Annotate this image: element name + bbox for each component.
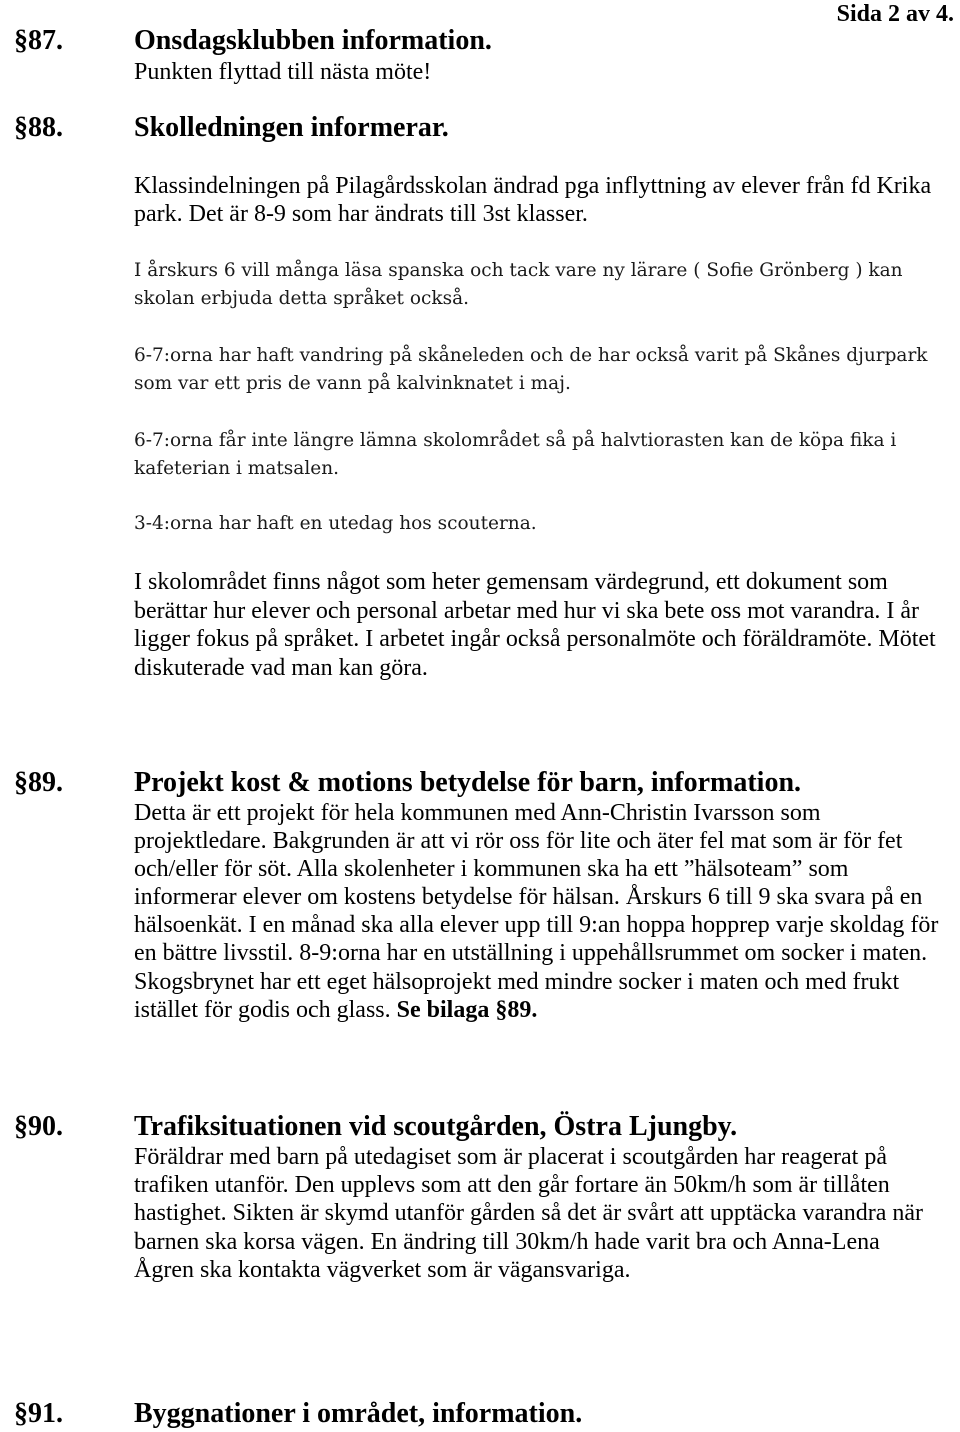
text-segment: istället för godis och glass. <box>134 996 391 1023</box>
text-line: skolan erbjuda detta språket också. <box>134 288 469 309</box>
section-title: Byggnationer i området, information. <box>134 1398 583 1429</box>
text-line: trafiken utanför. Den upplevs som att den går fortare än 50km/h som är tillåten <box>134 1172 890 1199</box>
text-line: informerar elever om kostens betydelse för hälsan. Årskurs 6 till 9 ska svara på en <box>134 884 923 911</box>
text-line: hastighet. Sikten är skymd utanför gården så det är svårt att upptäcka varandra när <box>134 1200 924 1227</box>
section-title: Projekt kost & motions betydelse för barn, information. <box>134 767 802 798</box>
section-87-heading <box>14 24 492 58</box>
text-line-last <box>134 996 954 1024</box>
section-title: Skolledningen informerar. <box>134 112 449 143</box>
text-line: barnen ska korsa vägen. En ändring till 30km/h hade varit bra och Anna-Lena <box>134 1228 880 1255</box>
text-line: som var ett pris de vann på kalvinknatet i maj. <box>134 373 571 394</box>
section-title: Onsdagsklubben information. <box>134 25 492 56</box>
section-88-heading <box>14 111 449 145</box>
section-number: §90. <box>14 1111 63 1142</box>
text-line: ligger fokus på språket. I arbetet ingår också personalmöte och föräldramöte. Mötet <box>134 626 936 652</box>
text-line: park. Det är 8-9 som har ändrats till 3st klasser. <box>134 201 588 227</box>
text-line: 6-7:orna får inte längre lämna skolområdet så på halvtiorasten kan de köpa fika i <box>134 430 897 451</box>
text-line: I årskurs 6 vill många läsa spanska och tack vare ny lärare ( Sofie Grönberg ) kan <box>134 260 903 281</box>
text-line: kafeterian i matsalen. <box>134 458 339 479</box>
section-number: §87. <box>14 25 63 56</box>
section-90-heading <box>14 1110 737 1144</box>
section-90-body <box>134 1143 954 1284</box>
text-line: hälsoenkät. I en månad ska alla elever upp till 9:an hoppa hopprep varje skoldag för <box>134 912 939 939</box>
text-line: diskuterade vad man kan göra. <box>134 654 428 681</box>
page-number: Sida 2 av 4. <box>836 1 954 27</box>
section-88-paragraph-5 <box>134 510 954 538</box>
section-87-body <box>134 58 954 86</box>
section-title: Trafiksituationen vid scoutgården, Östra Ljungby. <box>134 1111 738 1142</box>
section-91-heading <box>14 1398 582 1430</box>
text-line: Punkten flyttad till nästa möte! <box>134 59 432 85</box>
text-line: Detta är ett projekt för hela kommunen med Ann-Christin Ivarsson som <box>134 800 821 826</box>
section-88-paragraph-3 <box>134 342 954 398</box>
text-line: Skogsbrynet har ett eget hälsoprojekt med mindre socker i maten och med frukt <box>134 968 900 995</box>
section-number: §91. <box>14 1398 63 1429</box>
section-89-body <box>134 799 954 1024</box>
section-88-paragraph-4 <box>134 427 954 483</box>
text-line: 3-4:orna har haft en utedag hos scouterna. <box>134 513 537 534</box>
text-line: Ågren ska kontakta vägverket som är vägansvariga. <box>134 1256 631 1283</box>
text-line: och/eller för söt. Alla skolenheter i kommunen ska ha ett ”hälsoteam” som <box>134 856 849 883</box>
section-number: §88. <box>14 112 63 143</box>
text-line: projektledare. Bakgrunden är att vi rör oss för lite och äter fel mat som är för fet <box>134 828 903 855</box>
section-88-paragraph-1 <box>134 172 954 228</box>
text-line: en bättre livsstil. 8-9:orna har en utställning i uppehållsrummet om socker i maten. <box>134 940 928 967</box>
text-line: I skolområdet finns något som heter gemensam värdegrund, ett dokument som <box>134 569 888 595</box>
section-number: §89. <box>14 767 63 798</box>
section-88-paragraph-2 <box>134 257 954 313</box>
text-line: Föräldrar med barn på utedagiset som är placerat i scoutgården har reagerat på <box>134 1144 887 1170</box>
text-line: berättar hur elever och personal arbetar med hur vi ska bete oss mot varandra. I år <box>134 597 919 624</box>
section-89-heading <box>14 766 801 800</box>
attachment-reference: Se bilaga §89. <box>396 996 538 1023</box>
text-line: Klassindelningen på Pilagårdsskolan ändrad pga inflyttning av elever från fd Krika <box>134 173 932 199</box>
text-line: 6-7:orna har haft vandring på skåneleden och de har också varit på Skånes djurpark <box>134 345 928 366</box>
section-88-paragraph-6 <box>134 568 954 682</box>
